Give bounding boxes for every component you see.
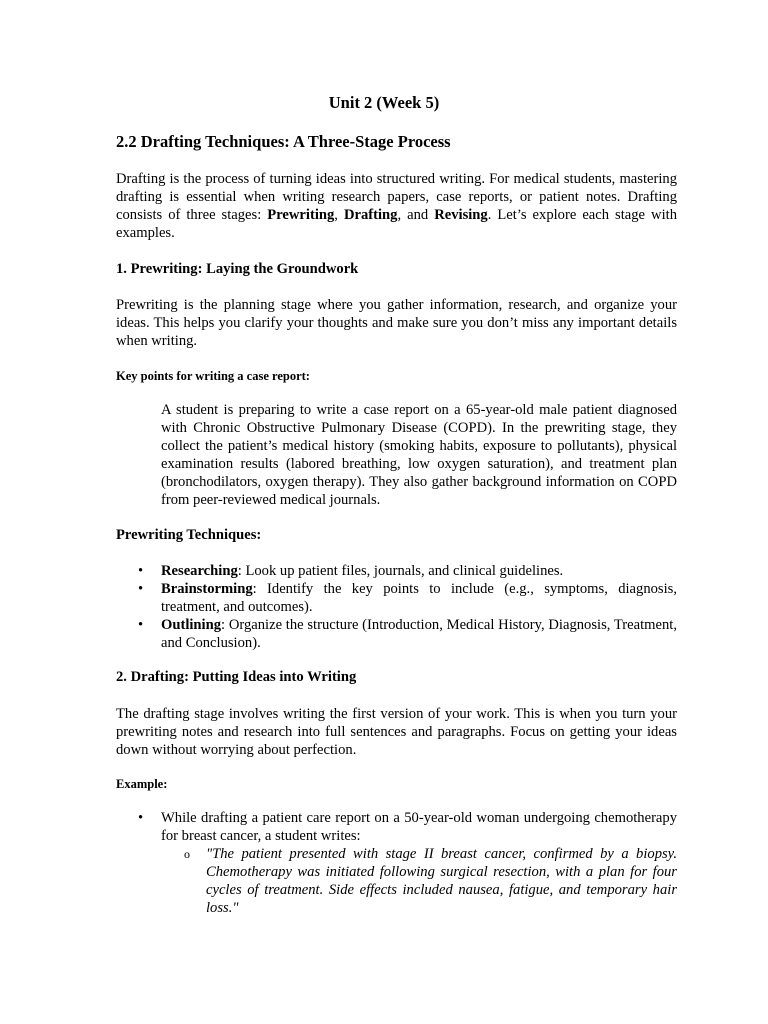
intro-term-prewriting: Prewriting xyxy=(267,207,335,223)
bullet-icon: • xyxy=(138,563,144,579)
technique-term: Researching xyxy=(161,563,238,579)
drafting-sub-list xyxy=(161,845,677,917)
intro-term-revising: Revising xyxy=(434,207,488,223)
list-item xyxy=(161,845,677,917)
section-title: 2.2 Drafting Techniques: A Three-Stage Process xyxy=(116,132,451,151)
intro-paragraph xyxy=(116,170,677,242)
bullet-icon: • xyxy=(138,581,144,597)
drafting-quote: "The patient presented with stage II breast cancer, confirmed by a biopsy. Chemotherapy was initiated following surgical resection, with a plan for four cycles of treatment. Side effects included nausea, fatigue, and temporary hair loss." xyxy=(206,846,677,916)
unit-title: Unit 2 (Week 5) xyxy=(328,93,440,112)
prewriting-paragraph: Prewriting is the planning stage where you gather information, research, and organize your ideas. This helps you clarify your thoughts and make sure you don’t miss any important details when writing. xyxy=(116,297,677,349)
bullet-icon: • xyxy=(138,617,144,633)
intro-separator-2: , and xyxy=(397,207,435,223)
technique-desc: : Identify the key points to include (e.g., symptoms, diagnosis, treatment, and outcomes). xyxy=(161,581,677,615)
drafting-paragraph: The drafting stage involves writing the first version of your work. This is when you turn your prewriting notes and research into full sentences and paragraphs. Focus on getting your ideas down without worrying about perfection. xyxy=(116,706,677,758)
technique-term: Brainstorming xyxy=(161,581,253,597)
drafting-heading: 2. Drafting: Putting Ideas into Writing xyxy=(116,669,357,685)
techniques-list xyxy=(116,562,677,652)
intro-text-2: . Let’s explore each stage with examples. xyxy=(116,207,677,241)
intro-text-1: Drafting is the process of turning ideas into structured writing. For medical students, mastering drafting is essential when writing research papers, case reports, or patient notes. Drafting consists of three stages: xyxy=(116,171,677,223)
technique-term: Outlining xyxy=(161,617,222,633)
intro-separator-1: , xyxy=(334,207,344,223)
list-item xyxy=(116,809,677,917)
drafting-example-list xyxy=(116,809,677,917)
prewriting-heading: 1. Prewriting: Laying the Groundwork xyxy=(116,261,359,277)
intro-term-drafting: Drafting xyxy=(343,207,398,223)
list-item xyxy=(116,616,677,652)
drafting-example-text: While drafting a patient care report on a 50-year-old woman undergoing chemotherapy for breast cancer, a student writes: xyxy=(161,810,677,844)
key-points-label: Key points for writing a case report: xyxy=(116,369,310,383)
bullet-icon: • xyxy=(138,810,144,826)
circle-bullet-icon: o xyxy=(184,847,190,861)
techniques-heading: Prewriting Techniques: xyxy=(116,527,262,543)
example-label: Example: xyxy=(116,777,168,791)
technique-desc: : Look up patient files, journals, and clinical guidelines. xyxy=(237,563,564,579)
list-item xyxy=(116,562,677,580)
list-item xyxy=(116,580,677,616)
case-report-example: A student is preparing to write a case report on a 65-year-old male patient diagnosed with Chronic Obstructive Pulmonary Disease (COPD). In the prewriting stage, they collect the patient’s medical history (smoking habits, exposure to pollutants), physical examination results (labored breathing, low oxygen saturation), and treatment plan (bronchodilators, oxygen therapy). They also gather background information on COPD from peer-reviewed medical journals. xyxy=(161,402,677,508)
technique-desc: : Organize the structure (Introduction, Medical History, Diagnosis, Treatment, and Conclusion). xyxy=(161,617,677,651)
